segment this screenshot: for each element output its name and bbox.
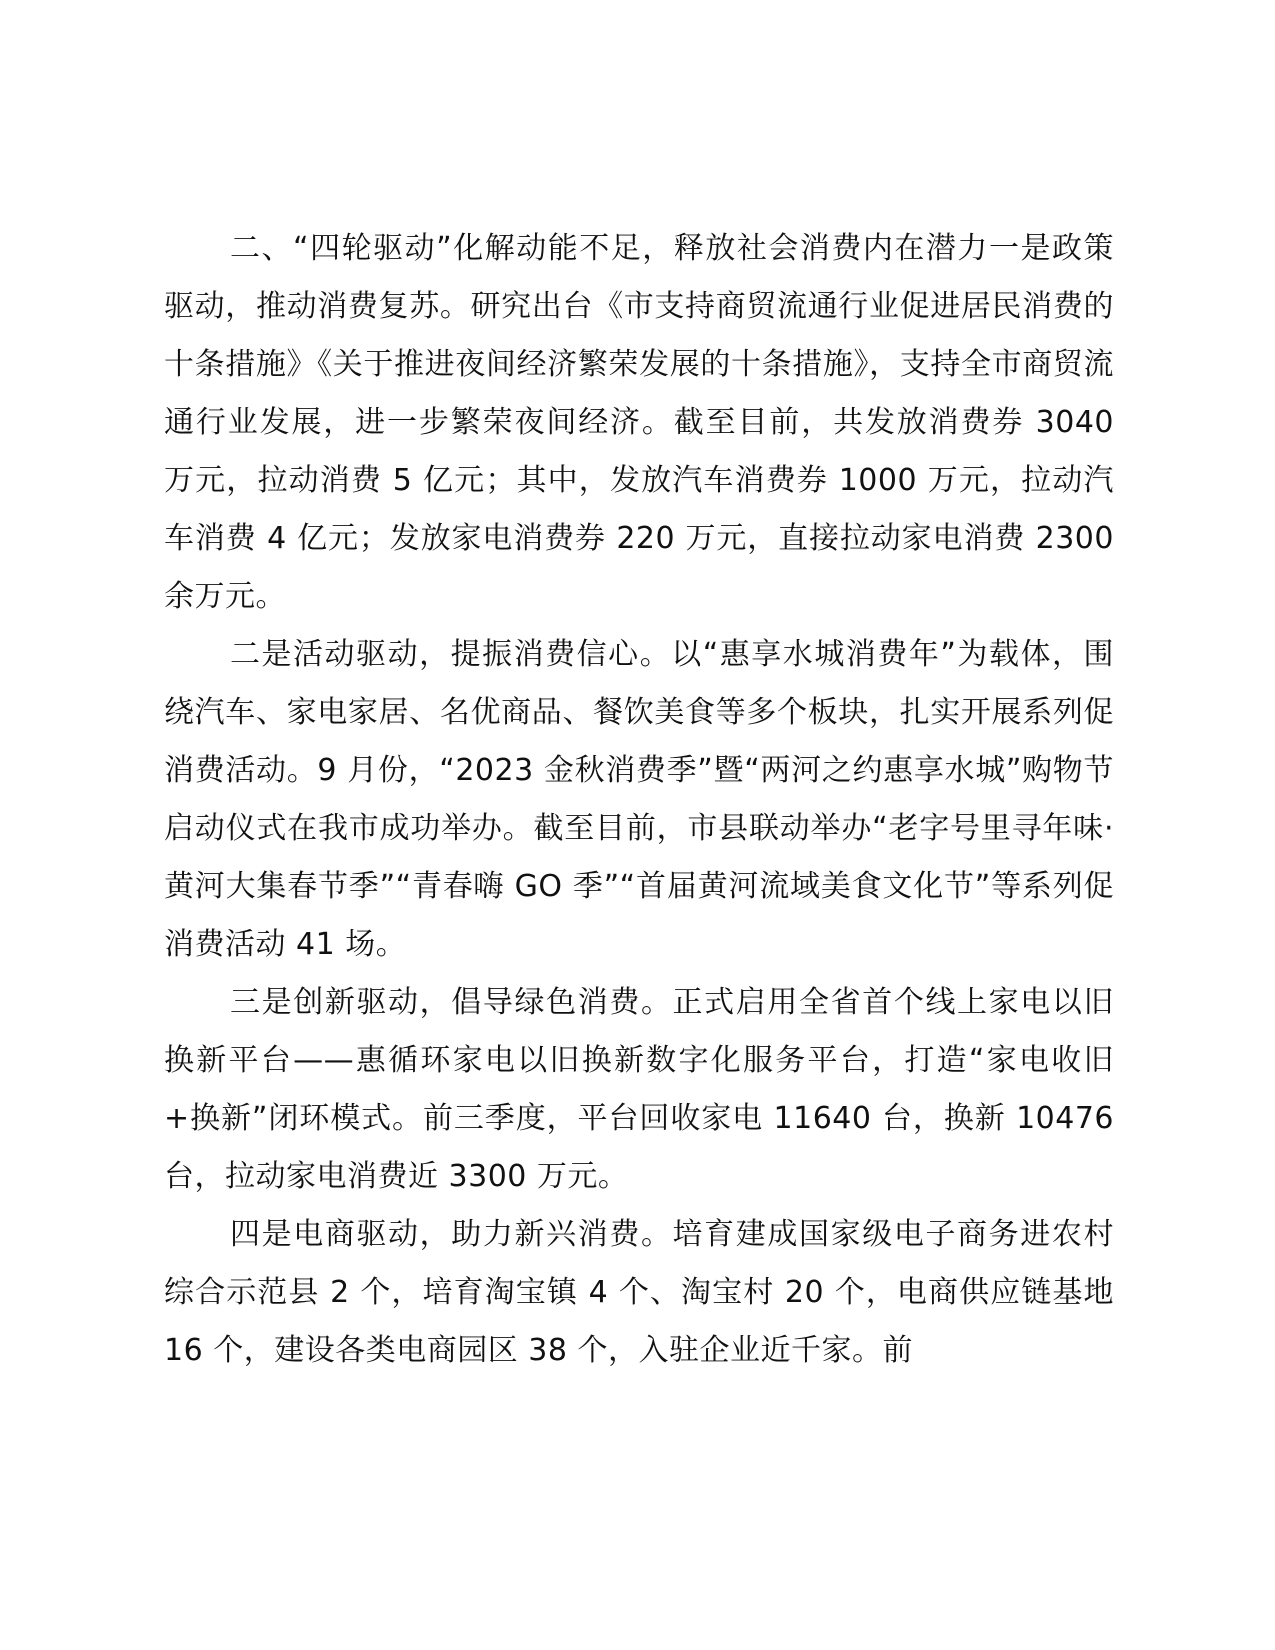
paragraph-innovation-drive: 三是创新驱动，倡导绿色消费。正式启用全省首个线上家电以旧换新平台——惠循环家电以旧换新数字化服务平台，打造“家电收旧+换新”闭环模式。前三季度，平台回收家电 11640 台，换新 10476 台，拉动家电消费近 3300 万元。 [164,985,1114,1194]
document-body [164,220,1114,1380]
paragraph-policy-drive: 二、“四轮驱动”化解动能不足，释放社会消费内在潜力一是政策驱动，推动消费复苏。研究出台《市支持商贸流通行业促进居民消费的十条措施》《关于推进夜间经济繁荣发展的十条措施》，支持全市商贸流通行业发展，进一步繁荣夜间经济。截至目前，共发放消费券 3040 万元，拉动消费 5 亿元；其中，发放汽车消费券 1000 万元，拉动汽车消费 4 亿元；发放家电消费券 220 万元，直接拉动家电消费 2300 余万元。 [164,231,1114,614]
paragraph-activity-drive: 二是活动驱动，提振消费信心。以“惠享水城消费年”为载体，围绕汽车、家电家居、名优商品、餐饮美食等多个板块，扎实开展系列促消费活动。9 月份，“2023 金秋消费季”暨“两河之约惠享水城”购物节启动仪式在我市成功举办。截至目前，市县联动举办“老字号里寻年味·黄河大集春节季”“青春嗨 GO 季”“首届黄河流域美食文化节”等系列促消费活动 41 场。 [164,637,1114,962]
paragraph-ecommerce-drive: 四是电商驱动，助力新兴消费。培育建成国家级电子商务进农村综合示范县 2 个，培育淘宝镇 4 个、淘宝村 20 个，电商供应链基地 16 个，建设各类电商园区 38 个，入驻企业近千家。前 [164,1217,1114,1368]
